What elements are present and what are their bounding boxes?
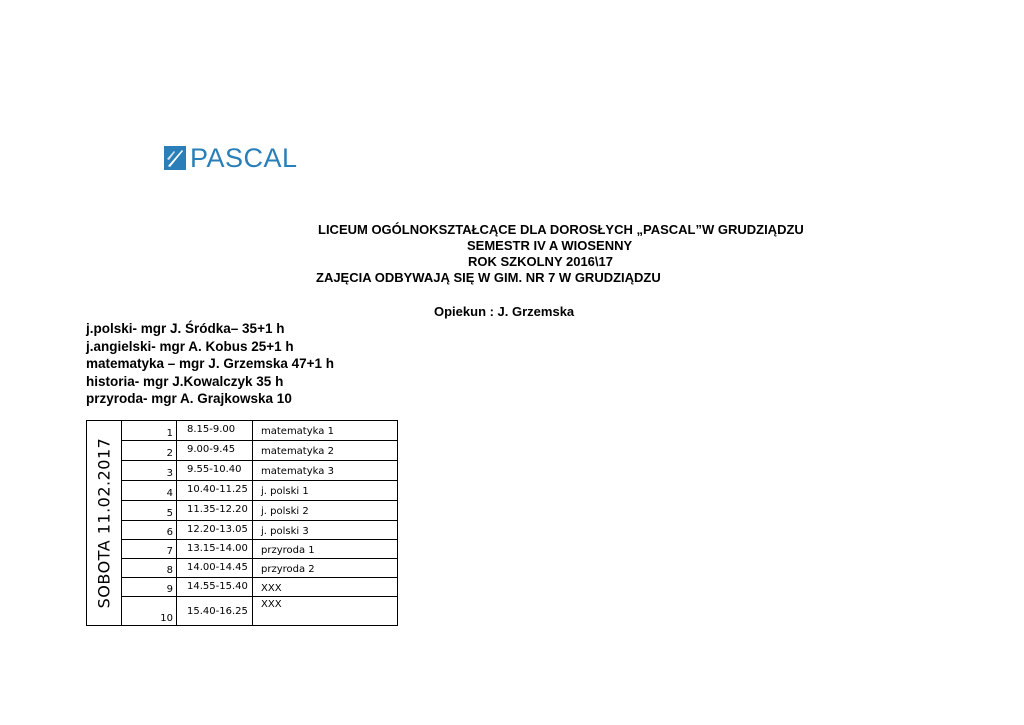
- lesson-subject: j. polski 3: [261, 526, 309, 537]
- table-row: [121, 597, 398, 625]
- lesson-number: 10: [160, 613, 173, 624]
- table-row: [121, 521, 398, 540]
- semester-line: SEMESTR IV A WIOSENNY: [467, 238, 633, 253]
- table-row: [121, 578, 398, 597]
- lesson-time: 15.40-16.25: [187, 606, 248, 617]
- teacher-list: [86, 320, 334, 408]
- location-line: ZAJĘCIA ODBYWAJĄ SIĘ W GIM. NR 7 W GRUDZIĄDZU: [316, 270, 661, 285]
- pascal-logo-icon: [164, 146, 186, 170]
- lesson-subject: przyroda 2: [261, 564, 315, 575]
- teacher-item: matematyka – mgr J. Grzemska 47+1 h: [86, 356, 335, 371]
- lesson-number: 9: [166, 584, 173, 595]
- lesson-number: 3: [166, 468, 173, 479]
- lesson-time: 8.15-9.00: [187, 424, 236, 435]
- table-row: [121, 481, 398, 501]
- lesson-subject: j. polski 2: [261, 506, 309, 517]
- lesson-number: 8: [166, 565, 173, 576]
- teacher-item: przyroda- mgr A. Grajkowska 10: [86, 391, 292, 406]
- lesson-time: 10.40-11.25: [187, 484, 248, 495]
- guardian-line: Opiekun : J. Grzemska: [434, 304, 575, 319]
- lesson-subject: matematyka 1: [261, 426, 334, 437]
- school-name: LICEUM OGÓLNOKSZTAŁCĄCE DLA DOROSŁYCH „PASCAL”W GRUDZIĄDZU: [318, 222, 804, 237]
- lesson-subject: XXX: [261, 599, 282, 610]
- table-row: [121, 461, 398, 481]
- lesson-number: 5: [166, 508, 173, 519]
- lesson-subject: XXX: [261, 583, 282, 594]
- day-column: [87, 421, 122, 625]
- lesson-time: 9.00-9.45: [187, 444, 236, 455]
- lesson-number: 2: [166, 448, 173, 459]
- table-row: [121, 559, 398, 578]
- lesson-subject: j. polski 1: [261, 486, 309, 497]
- lesson-time: 11.35-12.20: [187, 504, 248, 515]
- pascal-logo: [164, 144, 298, 172]
- lesson-time: 13.15-14.00: [187, 543, 248, 554]
- day-label: SOBOTA 11.02.2017: [94, 437, 114, 609]
- lesson-time: 14.00-14.45: [187, 562, 248, 573]
- lesson-subject: przyroda 1: [261, 545, 315, 556]
- table-row: [121, 501, 398, 521]
- school-year-line: ROK SZKOLNY 2016\17: [468, 254, 613, 269]
- table-row: [121, 421, 398, 441]
- table-row: [121, 540, 398, 559]
- lesson-number: 7: [166, 546, 173, 557]
- lesson-number: 6: [166, 527, 173, 538]
- lesson-time: 9.55-10.40: [187, 464, 242, 475]
- lesson-time: 12.20-13.05: [187, 524, 248, 535]
- lesson-time: 14.55-15.40: [187, 581, 248, 592]
- lesson-number: 1: [166, 428, 173, 439]
- teacher-item: j.polski- mgr J. Śródka– 35+1 h: [86, 321, 285, 336]
- lesson-subject: matematyka 3: [261, 466, 334, 477]
- schedule-table: [86, 420, 398, 626]
- teacher-item: historia- mgr J.Kowalczyk 35 h: [86, 373, 284, 389]
- lesson-number: 4: [166, 488, 173, 499]
- teacher-item: j.angielski- mgr A. Kobus 25+1 h: [86, 338, 294, 354]
- logo-text: PASCAL: [190, 143, 298, 173]
- table-row: [121, 441, 398, 461]
- lesson-subject: matematyka 2: [261, 446, 334, 457]
